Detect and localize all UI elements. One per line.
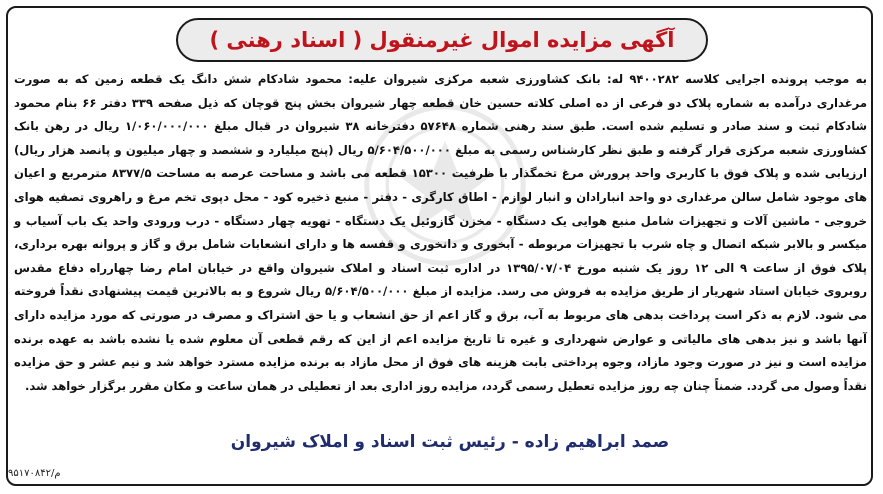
reference-code: م/۹۵۱۷۰۸۴۲ xyxy=(8,468,61,479)
notice-body: به موجب پرونده اجرایی کلاسه ۹۴۰۰۲۸۲ له: بانک کشاورزی شعبه مرکزی شیروان علیه: محمود شادکام شش دانگ یک قطعه زمین که به صورت مرغداری درآمده به شماره پلاک دو فرعی از ده اصلی کلاته حسین خان قطعه چهار شیروان بخش پنج قوچان که ذیل صفحه ۳۳۹ دفتر ۶۶ بنام محمود شادکام ثبت و سند صادر و تسلیم شده است. طبق سند رهنی شماره ۵۷۶۴۸ دفترخانه ۳۸ شیروان در قبال مبلغ ۱/۰۶۰/۰۰۰/۰۰۰ ریال در رهن بانک کشاورزی شعبه مرکزی قرار گرفته و طبق نظر کارشناس رسمی به مبلغ ۵/۶۰۴/۵۰۰/۰۰۰ ریال (پنج میلیارد و ششصد و چهار میلیون و پانصد هزار ریال) ارزیابی شده و پلاک فوق با کاربری واحد پرورش مرغ تخمگذار با ظرفیت ۱۵۳۰۰ قطعه می باشد و مساحت عرصه به مساحت ۸۳۷۷/۵ مترمربع و اعیان های موجود شامل سالن مرغداری دو واحد انبارادان و انبار لوازم - اطاق کارگری - دفتر - منبع ذخیره کود - محل دپوی تخم مرغ و راهروی تصفیه هوای خروجی - ماشین آلات و تجهیزات شامل منبع هوایی یک دستگاه - مخزن گازوئیل یک دستگاه - تهویه چهار دستگاه - درب ورودی واحد یک باب آسیاب و میکسر و بالابر شبکه اتصال و چاه شرب با تجهیزات مربوطه - آبخوری و دانخوری و قفسه ها و دارای انشعابات شامل برق و گاز و پروانه بهره برداری، پلاک فوق از ساعت ۹ الی ۱۲ روز یک شنبه مورخ ۱۳۹۵/۰۷/۰۴ در اداره ثبت اسناد و املاک شیروان واقع در خیابان امام رضا چهارراه دفاع مقدس روبروی خیابان استاد شهریار از طریق مزایده به فروش می رسد. مزایده از مبلغ ۵/۶۰۴/۵۰۰/۰۰۰ ریال شروع و به بالاترین قیمت پیشنهادی نقداً فروخته می شود. لازم به ذکر است پرداخت بدهی های مربوط به آب، برق و گاز اعم از حق انشعاب و یا حق اشتراک و مصرف در صورتی که مورد مزایده دارای آنها باشد و نیز بدهی های مالیاتی و عوارض شهرداری و غیره تا تاریخ مزایده اعم از این که رقم قطعی آن معلوم شده یا نشده باشد به عهده برنده مزایده است و نیز در صورت وجود مازاد، وجوه پرداختی بابت هزینه های فوق از محل مازاد به برنده مزایده مسترد خواهد شد و نیم عشر و حق مزایده نقداً وصول می گردد. ضمناً چنان چه روز مزایده تعطیل رسمی گردد، مزایده روز اداری بعد از تعطیلی در همان ساعت و مکان مقرر برگزار خواهد شد. xyxy=(14,72,867,393)
notice-title-box xyxy=(176,18,708,62)
signature-line: صمد ابراهیم زاده - رئیس ثبت اسناد و املاک شیروان xyxy=(230,432,670,452)
notice-title: آگهی مزایده اموال غیرمنقول ( اسناد رهنی ) xyxy=(209,28,675,52)
